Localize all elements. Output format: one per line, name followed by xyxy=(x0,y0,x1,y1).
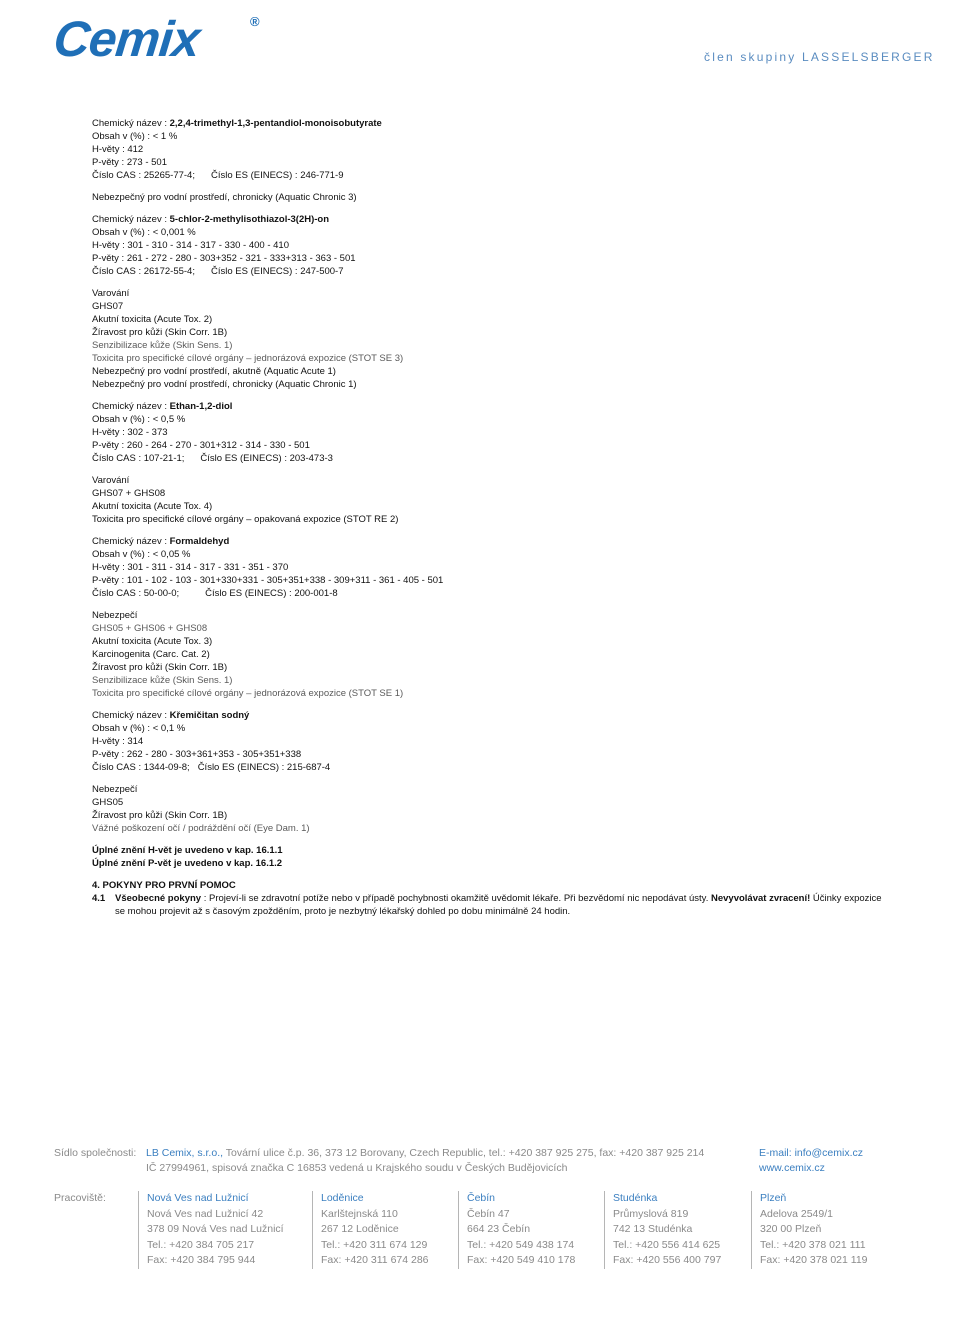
workplace-tel: Tel.: +420 311 674 129 xyxy=(321,1238,428,1251)
chemical-name-label: Chemický název : xyxy=(92,118,170,129)
email-link[interactable]: E-mail: info@cemix.cz xyxy=(759,1147,864,1159)
signal-word: Varování xyxy=(92,288,130,299)
cas-es-line xyxy=(92,452,882,465)
section-text-part: : Projeví-li se zdravotní potíže nebo v případě pochybnosti okamžitě uvědomit lékaře. Při bezvědomí nic nepodávat ústy. xyxy=(201,893,711,904)
substance-block xyxy=(92,709,882,774)
classification-item: Karcinogenita (Carc. Cat. 2) xyxy=(92,649,210,660)
es-number: Číslo ES (EINECS) : 200-001-8 xyxy=(205,588,338,599)
p-phrases: P-věty : 260 - 264 - 270 - 301+312 - 314 - 330 - 501 xyxy=(92,440,310,451)
classification-item: Akutní toxicita (Acute Tox. 3) xyxy=(92,636,213,647)
chemical-name-label: Chemický název : xyxy=(92,401,170,412)
document-body xyxy=(92,117,882,918)
section-4-title: 4. POKYNY PRO PRVNÍ POMOC xyxy=(92,880,236,891)
address-line: Tovární ulice č.p. 36, 373 12 Borovany, Czech Republic, tel.: +420 387 925 275, fax: +420 387 925 214 xyxy=(223,1147,705,1159)
workplace-tel: Tel.: +420 556 414 625 xyxy=(613,1238,721,1251)
section-number: 4.1 xyxy=(92,893,106,904)
workplace-street: Adelova 2549/1 xyxy=(760,1207,833,1220)
chemical-name-label: Chemický název : xyxy=(92,710,170,721)
workplace-zip: 664 23 Čebín xyxy=(467,1223,531,1235)
chemical-name-line xyxy=(92,709,882,722)
full-text-references xyxy=(92,844,882,870)
classification-item: Toxicita pro specifické cílové orgány – opakovaná expozice (STOT RE 2) xyxy=(92,514,399,525)
signal-word: Nebezpečí xyxy=(92,610,138,621)
workplaces-label: Pracoviště: xyxy=(54,1192,106,1204)
chemical-name-line xyxy=(92,400,882,413)
cas-es-line xyxy=(92,587,882,600)
workplace-column xyxy=(751,1191,868,1269)
ghs-pictograms: GHS07 + GHS08 xyxy=(92,488,166,499)
substance-block xyxy=(92,400,882,465)
p-phrases: P-věty : 273 - 501 xyxy=(92,157,167,168)
es-number: Číslo ES (EINECS) : 215-687-4 xyxy=(197,762,331,773)
classification-item: Nebezpečný pro vodní prostředí, chronicky (Aquatic Chronic 3) xyxy=(92,192,357,203)
cas-number: Číslo CAS : 1344-09-8; xyxy=(92,762,190,773)
website-link[interactable]: www.cemix.cz xyxy=(759,1162,825,1174)
cas-es-line xyxy=(92,169,882,182)
company-name: LB Cemix, s.r.o., xyxy=(146,1147,224,1159)
workplace-zip: 320 00 Plzeň xyxy=(760,1223,822,1235)
content-percent: Obsah v (%) : < 0,5 % xyxy=(92,414,186,425)
workplace-street: Karlštejnská 110 xyxy=(321,1207,398,1220)
workplace-tel: Tel.: +420 384 705 217 xyxy=(147,1238,255,1251)
cemix-logo xyxy=(51,11,264,67)
workplace-column xyxy=(138,1191,284,1269)
workplace-street: Čebín 47 xyxy=(467,1207,510,1220)
h-phrases: H-věty : 314 xyxy=(92,736,144,747)
p-phrases-reference: Úplné znění P-vět je uvedeno v kap. 16.1.2 xyxy=(92,858,283,869)
ghs-pictograms: GHS05 xyxy=(92,797,124,808)
registration-line: IČ 27994961, spisová značka C 16853 vedená u Krajského soudu v Českých Budějovicích xyxy=(146,1162,568,1174)
cas-number: Číslo CAS : 107-21-1; xyxy=(92,453,185,464)
h-phrases: H-věty : 302 - 373 xyxy=(92,427,168,438)
workplace-zip: 267 12 Loděnice xyxy=(321,1223,399,1235)
workplace-column xyxy=(312,1191,429,1269)
classification-item: Žíravost pro kůži (Skin Corr. 1B) xyxy=(92,662,228,673)
chemical-name: 5-chlor-2-methylisothiazol-3(2H)-on xyxy=(169,214,330,225)
substance-block xyxy=(92,535,882,600)
signal-word: Varování xyxy=(92,475,130,486)
workplace-zip: 378 09 Nová Ves nad Lužnicí xyxy=(147,1223,284,1235)
workplace-fax: Fax: +420 311 674 286 xyxy=(321,1254,429,1266)
chemical-name-label: Chemický název : xyxy=(92,214,170,225)
classification-block xyxy=(92,287,882,391)
cas-es-line xyxy=(92,265,882,278)
workplace-tel: Tel.: +420 378 021 111 xyxy=(760,1238,866,1251)
classification-item: Nebezpečný pro vodní prostředí, chronicky (Aquatic Chronic 1) xyxy=(92,379,357,390)
section-text xyxy=(115,892,882,918)
group-membership: člen skupiny LASSELSBERGER xyxy=(704,50,935,64)
chemical-name-line xyxy=(92,213,882,226)
p-phrases: P-věty : 262 - 280 - 303+361+353 - 305+351+338 xyxy=(92,749,302,760)
classification-item: Žíravost pro kůži (Skin Corr. 1B) xyxy=(92,327,228,338)
signal-word: Nebezpečí xyxy=(92,784,138,795)
section-heading: Všeobecné pokyny xyxy=(115,893,202,904)
workplace-city: Nová Ves nad Lužnicí xyxy=(147,1192,249,1204)
classification-item: Žíravost pro kůži (Skin Corr. 1B) xyxy=(92,810,228,821)
classification-block xyxy=(92,191,882,204)
chemical-name-line xyxy=(92,117,882,130)
classification-item: Senzibilizace kůže (Skin Sens. 1) xyxy=(92,675,233,686)
es-number: Číslo ES (EINECS) : 246-771-9 xyxy=(210,170,344,181)
workplace-fax: Fax: +420 549 410 178 xyxy=(467,1254,576,1266)
content-percent: Obsah v (%) : < 0,1 % xyxy=(92,723,186,734)
workplace-zip: 742 13 Studénka xyxy=(613,1223,693,1235)
classification-item: Akutní toxicita (Acute Tox. 2) xyxy=(92,314,213,325)
chemical-name: Křemičitan sodný xyxy=(169,710,250,721)
workplace-column xyxy=(458,1191,575,1269)
h-phrases: H-věty : 412 xyxy=(92,144,144,155)
workplace-fax: Fax: +420 556 400 797 xyxy=(613,1254,722,1266)
workplace-fax: Fax: +420 384 795 944 xyxy=(147,1254,256,1266)
workplace-city: Studénka xyxy=(613,1192,658,1204)
substance-block xyxy=(92,117,882,182)
section-warning: Nevyvolávat zvracení! xyxy=(711,893,811,904)
es-number: Číslo ES (EINECS) : 247-500-7 xyxy=(210,266,344,277)
logo-registered-mark: ® xyxy=(250,14,260,29)
cas-number: Číslo CAS : 26172-55-4; xyxy=(92,266,195,277)
section-text-part: Účinky expozice se mohou projevit až s časovým zpožděním, proto je nezbytný lékařský dohled po dobu minimálně 24 hodin. xyxy=(115,893,882,917)
logo-text: Cemix xyxy=(51,11,203,67)
chemical-name: Ethan-1,2-diol xyxy=(169,401,233,412)
workplace-city: Loděnice xyxy=(321,1192,364,1204)
content-percent: Obsah v (%) : < 0,001 % xyxy=(92,227,196,238)
cas-es-line xyxy=(92,761,882,774)
classification-item: Toxicita pro specifické cílové orgány – jednorázová expozice (STOT SE 3) xyxy=(92,353,404,364)
workplace-street: Nová Ves nad Lužnicí 42 xyxy=(147,1207,264,1220)
chemical-name: 2,2,4-trimethyl-1,3-pentandiol-monoisobutyrate xyxy=(169,118,382,129)
chemical-name: Formaldehyd xyxy=(169,536,230,547)
content-percent: Obsah v (%) : < 0,05 % xyxy=(92,549,191,560)
ghs-pictograms: GHS07 xyxy=(92,301,124,312)
classification-block xyxy=(92,474,882,526)
workplace-fax: Fax: +420 378 021 119 xyxy=(760,1254,868,1266)
h-phrases: H-věty : 301 - 311 - 314 - 317 - 331 - 351 - 370 xyxy=(92,562,289,573)
es-number: Číslo ES (EINECS) : 203-473-3 xyxy=(200,453,333,464)
h-phrases: H-věty : 301 - 310 - 314 - 317 - 330 - 400 - 410 xyxy=(92,240,289,251)
headquarters-address xyxy=(146,1147,704,1159)
workplace-tel: Tel.: +420 549 438 174 xyxy=(467,1238,575,1251)
classification-block xyxy=(92,609,882,700)
cas-number: Číslo CAS : 50-00-0; xyxy=(92,588,180,599)
workplace-street: Průmyslová 819 xyxy=(613,1207,689,1220)
p-phrases: P-věty : 261 - 272 - 280 - 303+352 - 321 - 333+313 - 363 - 501 xyxy=(92,253,356,264)
classification-item: Toxicita pro specifické cílové orgány – jednorázová expozice (STOT SE 1) xyxy=(92,688,404,699)
classification-item: Akutní toxicita (Acute Tox. 4) xyxy=(92,501,213,512)
classification-block xyxy=(92,783,882,835)
workplace-column xyxy=(604,1191,721,1269)
ghs-pictograms: GHS05 + GHS06 + GHS08 xyxy=(92,623,208,634)
chemical-name-line xyxy=(92,535,882,548)
chemical-name-label: Chemický název : xyxy=(92,536,170,547)
p-phrases: P-věty : 101 - 102 - 103 - 301+330+331 - 305+351+338 - 309+311 - 361 - 405 - 501 xyxy=(92,575,444,586)
headquarters-label: Sídlo společnosti: xyxy=(54,1147,137,1159)
classification-item: Nebezpečný pro vodní prostředí, akutně (Aquatic Acute 1) xyxy=(92,366,336,377)
classification-item: Senzibilizace kůže (Skin Sens. 1) xyxy=(92,340,233,351)
workplace-city: Plzeň xyxy=(760,1192,787,1204)
content-percent: Obsah v (%) : < 1 % xyxy=(92,131,178,142)
section-4-1 xyxy=(92,892,882,918)
cas-number: Číslo CAS : 25265-77-4; xyxy=(92,170,195,181)
workplace-city: Čebín xyxy=(467,1192,496,1204)
h-phrases-reference: Úplné znění H-vět je uvedeno v kap. 16.1.1 xyxy=(92,845,283,856)
substance-block xyxy=(92,213,882,278)
classification-item: Vážné poškození očí / podráždění očí (Eye Dam. 1) xyxy=(92,823,310,834)
